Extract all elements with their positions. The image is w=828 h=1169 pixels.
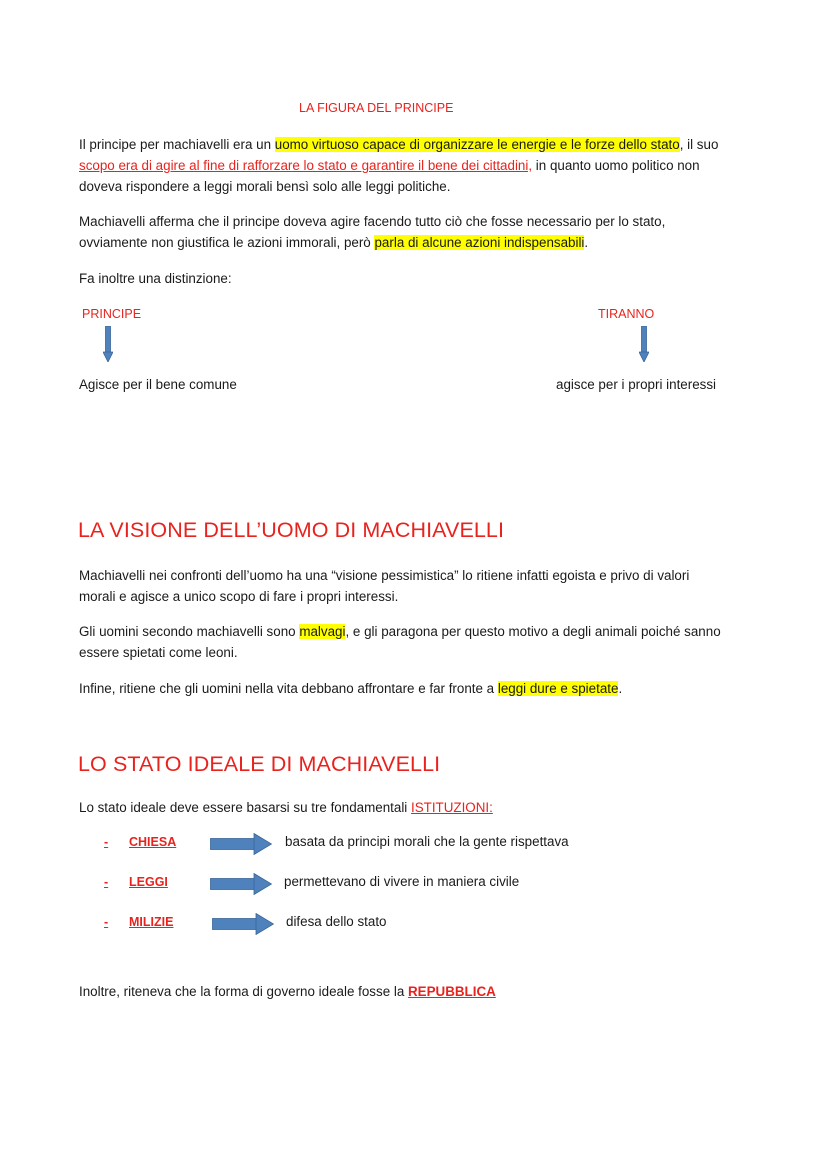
- highlighted-text: leggi dure e spietate: [497, 681, 619, 696]
- section2-paragraph-3: [79, 678, 622, 699]
- text: in quanto uomo politico non: [532, 158, 700, 173]
- principe-label: PRINCIPE: [82, 307, 142, 321]
- list-dash: -: [104, 915, 109, 929]
- right-arrow-icon: [210, 833, 272, 855]
- list-dash: -: [104, 835, 109, 849]
- section2-paragraph-2: [79, 621, 769, 663]
- underlined-red-bold-text: REPUBBLICA: [408, 984, 496, 999]
- list-item: [104, 834, 664, 856]
- text: .: [584, 235, 589, 250]
- section3-heading: LO STATO IDEALE DI MACHIAVELLI: [78, 752, 441, 776]
- down-arrow-icon: [639, 326, 649, 362]
- down-arrow-icon: [103, 326, 113, 362]
- tiranno-label: TIRANNO: [598, 307, 655, 321]
- section1-title: LA FIGURA DEL PRINCIPE: [299, 101, 454, 115]
- right-arrow-icon: [210, 873, 272, 895]
- list-description: permettevano di vivere in maniera civile: [284, 874, 520, 889]
- list-dash: -: [104, 875, 109, 889]
- right-arrow-icon: [212, 913, 274, 935]
- text: Inoltre, riteneva che la forma di governo ideale fosse la: [79, 984, 408, 999]
- list-label: MILIZIE: [129, 915, 174, 929]
- section3-closing: [79, 981, 496, 1002]
- text: Machiavelli afferma che il principe doveva agire facendo tutto ciò che fosse necessario per lo stato,: [79, 214, 666, 229]
- section2-paragraph-1: [79, 565, 769, 607]
- tiranno-description: agisce per i propri interessi: [556, 377, 717, 392]
- list-label: LEGGI: [129, 875, 168, 889]
- text: Lo stato ideale deve essere basarsi su tre fondamentali: [79, 800, 411, 815]
- list-description: difesa dello stato: [286, 914, 387, 929]
- text: doveva rispondere a leggi morali bensì solo alle leggi politiche.: [79, 179, 451, 194]
- text: , il suo: [679, 137, 719, 152]
- section1-paragraph-2: [79, 211, 759, 253]
- section1-paragraph-3: Fa inoltre una distinzione:: [79, 271, 232, 286]
- text: .: [618, 681, 623, 696]
- highlighted-text: parla di alcune azioni indispensabili: [374, 235, 585, 250]
- section2-heading: LA VISIONE DELL’UOMO DI MACHIAVELLI: [78, 518, 505, 542]
- text: , e gli paragona per questo motivo a degli animali poiché sanno: [345, 624, 721, 639]
- text: morali e agisce a unico scopo di fare i propri interessi.: [79, 589, 399, 604]
- text: Gli uomini secondo machiavelli sono: [79, 624, 300, 639]
- text: ovviamente non giustifica le azioni immorali, però: [79, 235, 375, 250]
- underlined-red-text: ISTITUZIONI:: [411, 800, 493, 815]
- text: Machiavelli nei confronti dell’uomo ha una “visione pessimistica” lo ritiene infatti egoista e privo di valori: [79, 568, 690, 583]
- list-description: basata da principi morali che la gente rispettava: [285, 834, 569, 849]
- text: Il principe per machiavelli era un: [79, 137, 275, 152]
- text: essere spietati come leoni.: [79, 645, 238, 660]
- list-item: [104, 874, 664, 896]
- highlighted-text: uomo virtuoso capace di organizzare le energie e le forze dello stato: [274, 137, 680, 152]
- highlighted-text: malvagi: [299, 624, 346, 639]
- text: Infine, ritiene che gli uomini nella vita debbano affrontare e far fronte a: [79, 681, 498, 696]
- list-item: [104, 914, 664, 936]
- underlined-red-text: scopo era di agire al fine di rafforzare lo stato e garantire il bene dei cittadini,: [79, 158, 533, 173]
- section3-intro: [79, 797, 493, 818]
- principe-description: Agisce per il bene comune: [79, 377, 237, 392]
- list-label: CHIESA: [129, 835, 177, 849]
- section1-paragraph-1: [79, 134, 759, 197]
